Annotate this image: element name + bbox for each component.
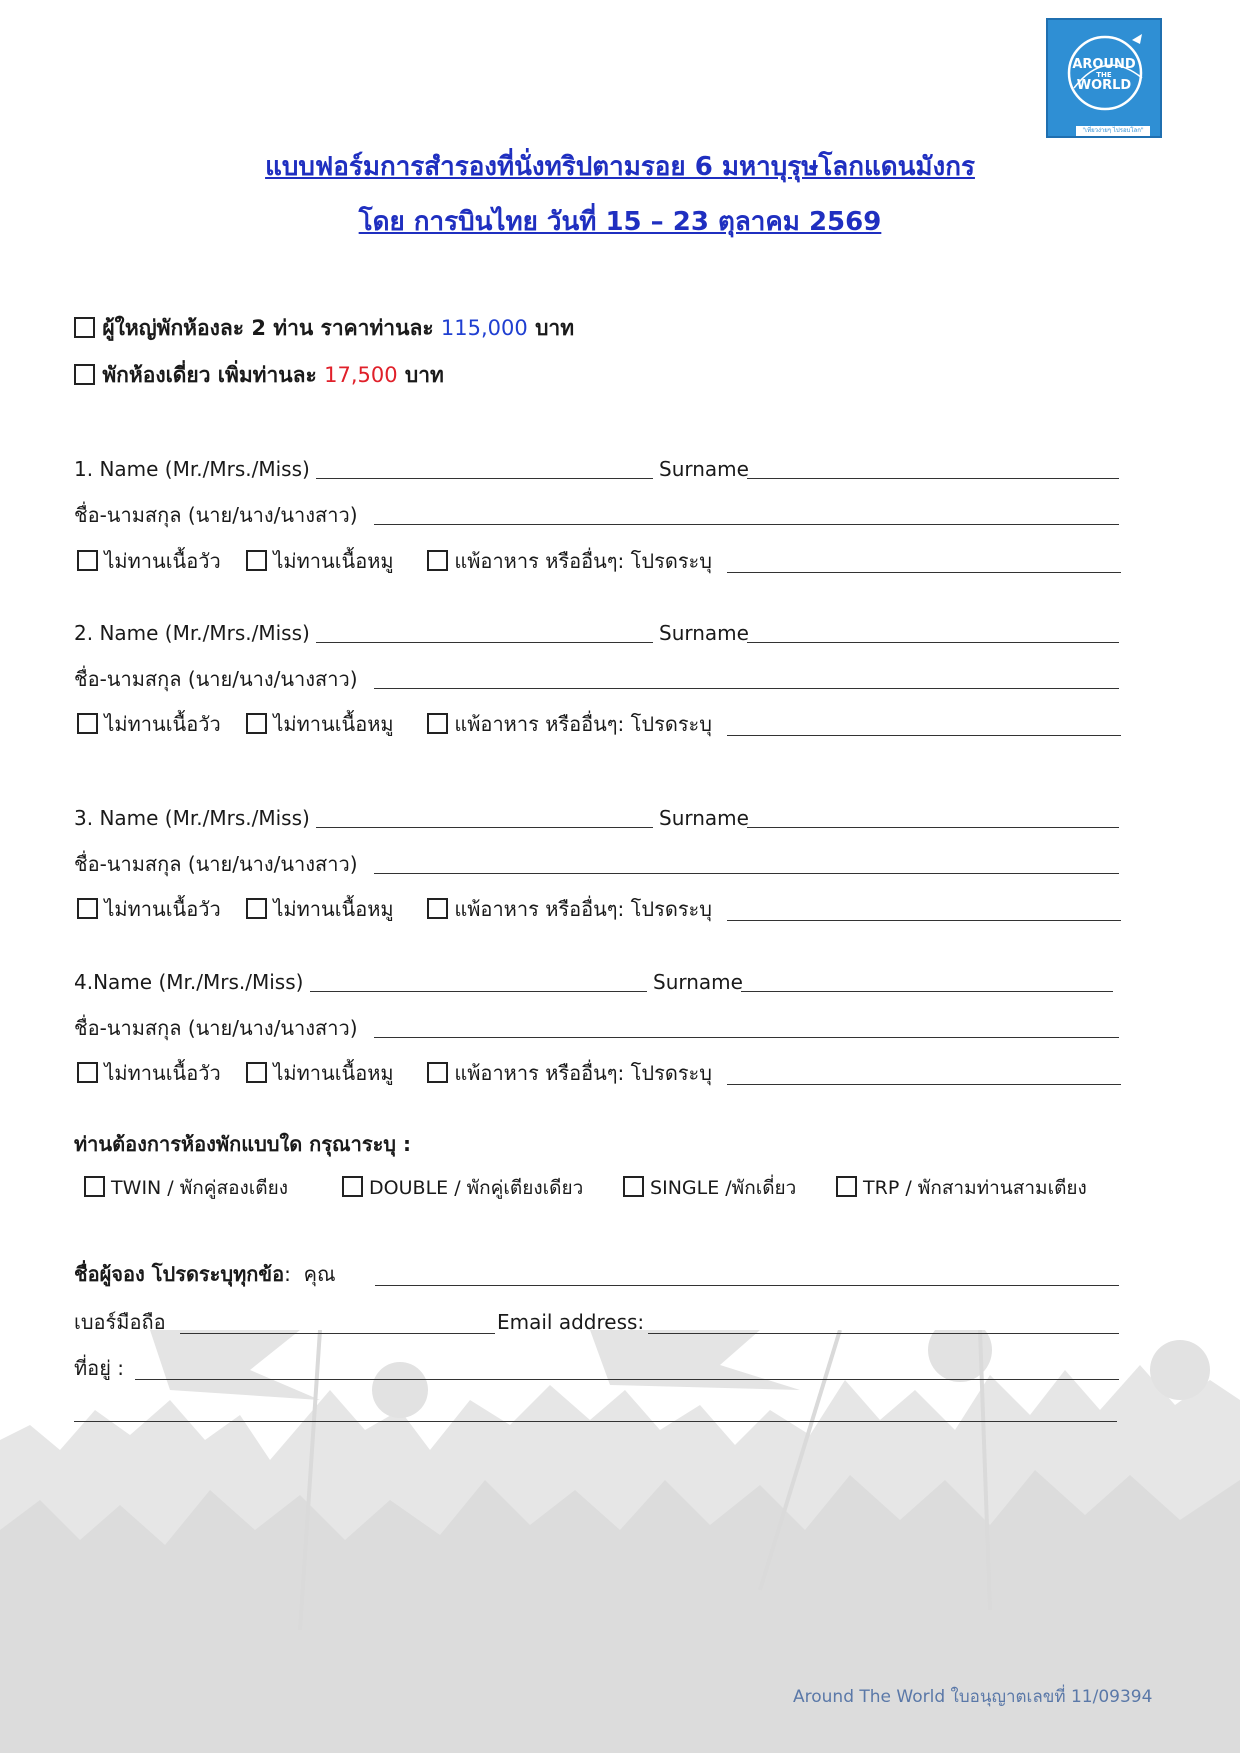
around-the-world-logo [1046,18,1162,138]
price-unit: บาท [404,363,444,387]
allergy-input-line[interactable] [727,1084,1121,1085]
room-question: ท่านต้องการห้องพักแบบใด กรุณาระบุ : [74,1132,411,1156]
checkbox[interactable] [246,1062,267,1083]
checkbox[interactable] [74,317,95,338]
name-input-line[interactable] [316,827,653,828]
address-input-line-2[interactable] [74,1421,1117,1422]
diet-option-no-beef[interactable] [77,711,221,737]
surname-input-line[interactable] [747,478,1119,479]
booker-heading-row [74,1261,336,1287]
checkbox[interactable] [427,1062,448,1083]
option-label: แพ้อาหาร หรืออื่นๆ: โปรดระบุ [454,897,712,921]
email-input-line[interactable] [648,1333,1119,1334]
surname-input-line[interactable] [747,827,1119,828]
option-label: TRP / พักสามท่านสามเตียง [863,1177,1087,1199]
diet-option-no-pork[interactable] [246,548,394,574]
checkbox[interactable] [77,713,98,734]
option-label: ไม่ทานเนื้อวัว [104,897,221,921]
diet-option-no-pork[interactable] [246,1060,394,1086]
diet-option-allergy[interactable] [427,896,712,922]
surname-label: Surname [653,970,743,994]
checkbox[interactable] [77,550,98,571]
phone-input-line[interactable] [180,1333,495,1334]
option-label: แพ้อาหาร หรืออื่นๆ: โปรดระบุ [454,1061,712,1085]
thai-name-label: ชื่อ-นามสกุล (นาย/นาง/นางสาว) [74,1016,358,1040]
checkbox[interactable] [427,713,448,734]
logo-tagline: "เที่ยวง่ายๆ ไปรอบโลก" [1082,127,1144,134]
option-label: SINGLE /พักเดี่ยว [650,1177,797,1199]
option-label: แพ้อาหาร หรืออื่นๆ: โปรดระบุ [454,549,712,573]
option-label: ไม่ทานเนื้อวัว [104,712,221,736]
price-option-label: พักห้องเดี่ยว เพิ่มท่านละ [102,363,317,387]
allergy-input-line[interactable] [727,572,1121,573]
logo-text-line2: THE [1096,71,1112,79]
option-label: ไม่ทานเนื้อหมู [273,549,394,573]
option-label: ไม่ทานเนื้อหมู [273,897,394,921]
diet-option-allergy[interactable] [427,548,712,574]
option-label: TWIN / พักคู่สองเตียง [111,1177,289,1199]
room-option-single[interactable] [623,1175,796,1201]
checkbox[interactable] [77,898,98,919]
allergy-input-line[interactable] [727,920,1121,921]
diet-option-allergy[interactable] [427,711,712,737]
name-input-line[interactable] [316,642,653,643]
option-label: DOUBLE / พักคู่เตียงเดียว [369,1177,584,1199]
checkbox[interactable] [74,364,95,385]
address-label: ที่อยู่ : [74,1356,125,1380]
checkbox[interactable] [84,1176,105,1197]
address-input-line-1[interactable] [135,1379,1119,1380]
name-label: 4.Name (Mr./Mrs./Miss) [74,970,304,994]
price-amount: 115,000 [440,316,528,340]
phone-label: เบอร์มือถือ [74,1310,166,1334]
form-title: แบบฟอร์มการสำรองที่นั่งทริปตามรอย 6 มหาบุรุษโลกแดนมังกร [265,152,975,182]
logo-text-line1: AROUND [1072,57,1136,72]
email-label: Email address: [497,1310,645,1334]
price-unit: บาท [535,316,575,340]
name-label: 2. Name (Mr./Mrs./Miss) [74,621,310,645]
thai-name-input-line[interactable] [374,688,1119,689]
thai-name-label: ชื่อ-นามสกุล (นาย/นาง/นางสาว) [74,852,358,876]
diet-option-no-pork[interactable] [246,711,394,737]
option-label: ไม่ทานเนื้อวัว [104,1061,221,1085]
surname-label: Surname [659,806,749,830]
booker-heading: ชื่อผู้จอง โปรดระบุทุกข้อ [74,1262,285,1286]
logo-text-line3: WORLD [1076,78,1132,93]
surname-input-line[interactable] [747,642,1119,643]
checkbox[interactable] [246,550,267,571]
option-label: ไม่ทานเนื้อวัว [104,549,221,573]
logo-tagline-box [1076,126,1150,136]
price-option-single-supplement[interactable] [74,361,444,389]
license-footer: Around The World ใบอนุญาตเลขที่ 11/09394 [793,1687,1153,1707]
thai-name-input-line[interactable] [374,873,1119,874]
price-amount: 17,500 [324,363,398,387]
name-label: 3. Name (Mr./Mrs./Miss) [74,806,310,830]
room-option-double[interactable] [342,1175,583,1201]
price-option-label: ผู้ใหญ่พักห้องละ 2 ท่าน ราคาท่านละ [102,316,434,340]
thai-name-label: ชื่อ-นามสกุล (นาย/นาง/นางสาว) [74,667,358,691]
booker-khun-label: คุณ [303,1262,336,1286]
diet-option-no-beef[interactable] [77,548,221,574]
checkbox[interactable] [246,898,267,919]
option-label: แพ้อาหาร หรืออื่นๆ: โปรดระบุ [454,712,712,736]
allergy-input-line[interactable] [727,735,1121,736]
diet-option-allergy[interactable] [427,1060,712,1086]
checkbox[interactable] [836,1176,857,1197]
checkbox[interactable] [623,1176,644,1197]
diet-option-no-pork[interactable] [246,896,394,922]
checkbox[interactable] [342,1176,363,1197]
checkbox[interactable] [427,550,448,571]
option-label: ไม่ทานเนื้อหมู [273,712,394,736]
room-option-twin[interactable] [84,1175,288,1201]
booker-name-input-line[interactable] [375,1285,1119,1286]
surname-input-line[interactable] [741,991,1113,992]
checkbox[interactable] [77,1062,98,1083]
form-subtitle: โดย การบินไทย วันที่ 15 – 23 ตุลาคม 2569 [358,207,882,237]
name-input-line[interactable] [316,478,653,479]
price-option-twin[interactable] [74,314,574,342]
surname-label: Surname [659,457,749,481]
thai-name-input-line[interactable] [374,524,1119,525]
booker-colon: : [284,1262,291,1286]
diet-option-no-beef[interactable] [77,896,221,922]
name-input-line[interactable] [310,991,647,992]
surname-label: Surname [659,621,749,645]
thai-name-input-line[interactable] [374,1037,1119,1038]
room-option-trp[interactable] [836,1175,1087,1201]
thai-name-label: ชื่อ-นามสกุล (นาย/นาง/นางสาว) [74,503,358,527]
option-label: ไม่ทานเนื้อหมู [273,1061,394,1085]
checkbox[interactable] [246,713,267,734]
checkbox[interactable] [427,898,448,919]
diet-option-no-beef[interactable] [77,1060,221,1086]
name-label: 1. Name (Mr./Mrs./Miss) [74,457,310,481]
